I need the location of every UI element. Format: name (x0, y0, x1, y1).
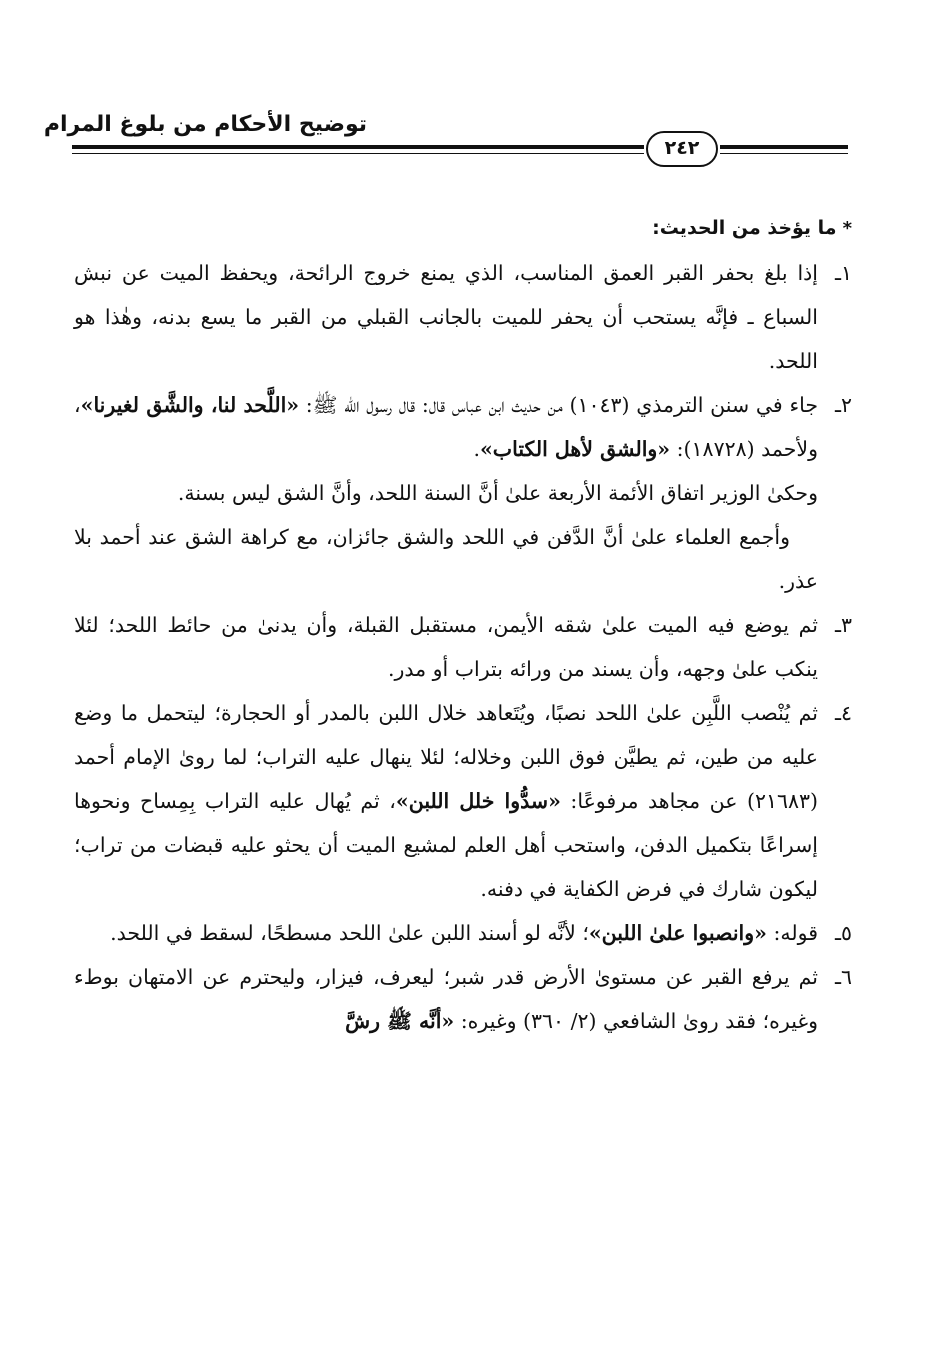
list-item (74, 383, 852, 471)
list-item (74, 251, 852, 383)
header-rule-short (720, 145, 848, 154)
item-number: ٣ـ (834, 613, 852, 637)
item-number: ١ـ (834, 261, 852, 285)
header-rule (72, 145, 644, 154)
star-icon: * (842, 218, 852, 239)
item-number: ٢ـ (834, 393, 852, 417)
hadith-quote: «اللَّحد لنا، والشَّق لغيرنا» (80, 393, 300, 417)
item-text: جاء في سنن الترمذي (١٠٤٣) من حديث ابن عباس قال: قال رسول الله ﷺ: (299, 393, 819, 417)
hadith-quote: «أنَّه ﷺ رشَّ (345, 1009, 455, 1033)
list-item (74, 603, 852, 691)
item-text: ثم يرفع القبر عن مستوىٰ الأرض قدر شبر؛ ليعرف، فيزار، وليحترم عن الامتهان بوطء وغيره؛ فقد روىٰ الشافعي (٢/ ٣٦٠) وغيره: (74, 965, 818, 1033)
section-heading-text: ما يؤخذ من الحديث: (652, 217, 837, 239)
item-number: ٥ـ (834, 921, 852, 945)
item-number: ٦ـ (834, 965, 852, 989)
item-text: ؛ لأنَّه لو أسند اللبن علىٰ اللحد مسطحًا، لسقط في اللحد. (110, 921, 589, 945)
item-text: ، ثم يُهال عليه التراب بِمِساح ونحوها إسراعًا بتكميل الدفن، واستحب أهل العلم لمشيع الميت أن يحثو عليه قبضات من تراب؛ ليكون شارك في فرض الكفاية في دفنه. (74, 789, 818, 901)
section-heading (74, 208, 852, 249)
paragraph: وحكىٰ الوزير اتفاق الأئمة الأربعة علىٰ أنَّ السنة اللحد، وأنَّ الشق ليس بسنة. (177, 481, 818, 505)
item-text: إذا بلغ بحفر القبر العمق المناسب، الذي يمنع خروج الرائحة، ويحفظ الميت عن نبش السباع ـ فإنَّه يستحب أن يحفر للميت بالجانب القبلي من القبر ما يسع بدنه، وهٰذا هو اللحد. (74, 261, 818, 373)
list-item (74, 911, 852, 955)
page-body (74, 208, 852, 1043)
list-item (74, 691, 852, 911)
hadith-quote: «سدُّوا خلل اللبن» (395, 789, 561, 813)
paragraph: وأجمع العلماء علىٰ أنَّ الدَّفن في اللحد والشق جائزان، مع كراهة الشق عند أحمد بلا عذر. (74, 525, 818, 593)
item-text: ، ولأحمد (١٨٧٢٨): (74, 393, 818, 461)
running-title: توضيح الأحكام من بلوغ المرام (43, 112, 367, 137)
hadith-quote: «والشق لأهل الكتاب» (479, 437, 671, 461)
item-text: ثم يوضع فيه الميت علىٰ شقه الأيمن، مستقبل القبلة، وأن يدنىٰ من حائط اللحد؛ لئلا ينكب علىٰ وجهه، وأن يسند من ورائه بتراب أو مدر. (74, 613, 818, 681)
item-text: قوله: (766, 921, 818, 945)
list-item (74, 955, 852, 1043)
page-number: ٢٤٢ (646, 131, 718, 167)
hadith-quote: «وانصبوا علىٰ اللبن» (588, 921, 767, 945)
item-text: ثم يُنْصب اللَّبِن علىٰ اللحد نصبًا، ويُتَعاهد خلال اللبن بالمدر أو الحجارة؛ ليتحمل ما وضع عليه من طين، ثم يطيَّن فوق اللبن وخلاله؛ لئلا ينهال عليه التراب؛ لما روىٰ الإمام أحمد (٢١٦٨٣) عن مجاهد مرفوعًا: (74, 701, 819, 813)
item-number: ٤ـ (834, 701, 852, 725)
item-text: . (473, 437, 480, 461)
